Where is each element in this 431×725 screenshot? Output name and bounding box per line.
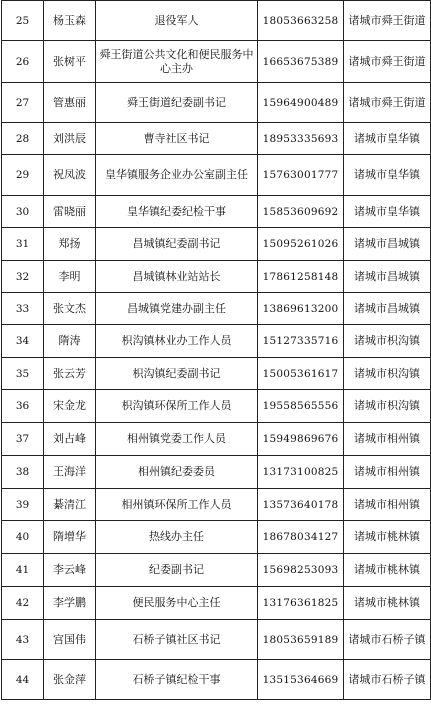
person-name: 张文杰 — [44, 293, 96, 325]
job-title: 皇华镇服务企业办公室副主任 — [96, 155, 258, 196]
person-name: 宫国伟 — [44, 620, 96, 660]
job-title: 枳沟镇环保所工作人员 — [96, 390, 258, 423]
row-number: 29 — [2, 155, 44, 196]
job-title: 石桥子镇纪检干事 — [96, 660, 258, 700]
phone-number: 13869613200 — [258, 293, 344, 325]
contact-table — [1, 0, 431, 700]
row-number: 33 — [2, 293, 44, 325]
table-row — [2, 228, 431, 261]
job-title: 退役军人 — [96, 1, 258, 41]
table-row — [2, 660, 431, 700]
phone-number: 17861258148 — [258, 261, 344, 293]
phone-number: 15127335716 — [258, 325, 344, 358]
unit-name: 诸城市舜王街道 — [344, 41, 431, 83]
row-number: 30 — [2, 196, 44, 228]
table-row — [2, 155, 431, 196]
phone-number: 18053659189 — [258, 620, 344, 660]
unit-name: 诸城市石桥子镇 — [344, 620, 431, 660]
person-name: 张云芳 — [44, 358, 96, 390]
person-name: 管惠丽 — [44, 83, 96, 123]
row-number: 26 — [2, 41, 44, 83]
person-name: 杨玉森 — [44, 1, 96, 41]
phone-number: 13173100825 — [258, 456, 344, 489]
table-row — [2, 41, 431, 83]
person-name: 雷晓丽 — [44, 196, 96, 228]
unit-name: 诸城市昌城镇 — [344, 261, 431, 293]
table-row — [2, 261, 431, 293]
row-number: 43 — [2, 620, 44, 660]
phone-number: 15949869676 — [258, 423, 344, 456]
phone-number: 15095261026 — [258, 228, 344, 261]
unit-name: 诸城市桃林镇 — [344, 587, 431, 620]
table-row — [2, 83, 431, 123]
row-number: 38 — [2, 456, 44, 489]
table-row — [2, 325, 431, 358]
table-row — [2, 123, 431, 155]
table-row — [2, 1, 431, 41]
person-name: 王海洋 — [44, 456, 96, 489]
table-row — [2, 196, 431, 228]
unit-name: 诸城市昌城镇 — [344, 228, 431, 261]
person-name: 刘洪辰 — [44, 123, 96, 155]
unit-name: 诸城市枳沟镇 — [344, 390, 431, 423]
row-number: 25 — [2, 1, 44, 41]
unit-name: 诸城市枳沟镇 — [344, 325, 431, 358]
row-number: 39 — [2, 489, 44, 521]
row-number: 42 — [2, 587, 44, 620]
job-title: 昌城镇纪委副书记 — [96, 228, 258, 261]
phone-number: 18953335693 — [258, 123, 344, 155]
phone-number: 13176361825 — [258, 587, 344, 620]
row-number: 31 — [2, 228, 44, 261]
job-title: 舜王街道公共文化和便民服务中心主办 — [96, 41, 258, 83]
table-row — [2, 554, 431, 587]
unit-name: 诸城市皇华镇 — [344, 155, 431, 196]
unit-name: 诸城市皇华镇 — [344, 123, 431, 155]
job-title: 舜王街道纪委副书记 — [96, 83, 258, 123]
job-title: 枳沟镇林业办工作人员 — [96, 325, 258, 358]
table-row — [2, 587, 431, 620]
job-title: 昌城镇林业站站长 — [96, 261, 258, 293]
person-name: 隋增华 — [44, 521, 96, 554]
phone-number: 13515364669 — [258, 660, 344, 700]
table-row — [2, 489, 431, 521]
unit-name: 诸城市相州镇 — [344, 423, 431, 456]
unit-name: 诸城市皇华镇 — [344, 196, 431, 228]
person-name: 李明 — [44, 261, 96, 293]
job-title: 石桥子镇社区书记 — [96, 620, 258, 660]
job-title: 枳沟镇纪委副书记 — [96, 358, 258, 390]
person-name: 宋金龙 — [44, 390, 96, 423]
phone-number: 18678034127 — [258, 521, 344, 554]
phone-number: 15698253093 — [258, 554, 344, 587]
job-title: 纪委副书记 — [96, 554, 258, 587]
row-number: 36 — [2, 390, 44, 423]
table-row — [2, 521, 431, 554]
unit-name: 诸城市舜王街道 — [344, 83, 431, 123]
phone-number: 16653675389 — [258, 41, 344, 83]
table-row — [2, 358, 431, 390]
unit-name: 诸城市昌城镇 — [344, 293, 431, 325]
person-name: 李学鹏 — [44, 587, 96, 620]
job-title: 相州镇纪委委员 — [96, 456, 258, 489]
unit-name: 诸城市桃林镇 — [344, 521, 431, 554]
phone-number: 18053663258 — [258, 1, 344, 41]
job-title: 相州镇党委工作人员 — [96, 423, 258, 456]
job-title: 相州镇环保所工作人员 — [96, 489, 258, 521]
job-title: 热线办主任 — [96, 521, 258, 554]
unit-name: 诸城市舜王街道 — [344, 1, 431, 41]
job-title: 昌城镇党建办副主任 — [96, 293, 258, 325]
table-row — [2, 620, 431, 660]
unit-name: 诸城市桃林镇 — [344, 554, 431, 587]
table-row — [2, 293, 431, 325]
phone-number: 13573640178 — [258, 489, 344, 521]
phone-number: 15763001777 — [258, 155, 344, 196]
contact-table-body — [2, 1, 431, 700]
row-number: 27 — [2, 83, 44, 123]
person-name: 张金萍 — [44, 660, 96, 700]
phone-number: 15005361617 — [258, 358, 344, 390]
row-number: 28 — [2, 123, 44, 155]
row-number: 40 — [2, 521, 44, 554]
table-row — [2, 423, 431, 456]
job-title: 曹寺社区书记 — [96, 123, 258, 155]
table-row — [2, 390, 431, 423]
job-title: 便民服务中心主任 — [96, 587, 258, 620]
row-number: 35 — [2, 358, 44, 390]
unit-name: 诸城市枳沟镇 — [344, 358, 431, 390]
phone-number: 15964900489 — [258, 83, 344, 123]
row-number: 44 — [2, 660, 44, 700]
phone-number: 19558565556 — [258, 390, 344, 423]
unit-name: 诸城市石桥子镇 — [344, 660, 431, 700]
person-name: 祝凤波 — [44, 155, 96, 196]
person-name: 郑扬 — [44, 228, 96, 261]
person-name: 刘占峰 — [44, 423, 96, 456]
row-number: 37 — [2, 423, 44, 456]
row-number: 34 — [2, 325, 44, 358]
person-name: 隋涛 — [44, 325, 96, 358]
person-name: 綦清江 — [44, 489, 96, 521]
table-row — [2, 456, 431, 489]
row-number: 32 — [2, 261, 44, 293]
person-name: 李云峰 — [44, 554, 96, 587]
person-name: 张树平 — [44, 41, 96, 83]
unit-name: 诸城市相州镇 — [344, 456, 431, 489]
unit-name: 诸城市相州镇 — [344, 489, 431, 521]
phone-number: 15853609692 — [258, 196, 344, 228]
job-title: 皇华镇纪委纪检干事 — [96, 196, 258, 228]
row-number: 41 — [2, 554, 44, 587]
